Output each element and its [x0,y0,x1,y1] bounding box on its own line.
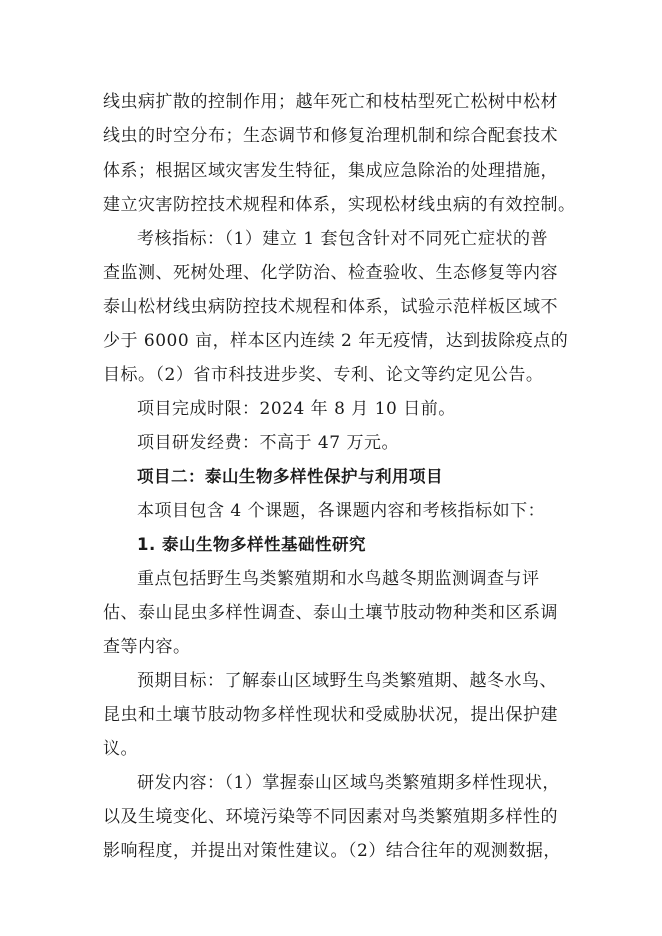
text-line: 本项目包含 4 个课题，各课题内容和考核指标如下： [137,501,546,521]
completion-deadline: 项目完成时限：2024 年 8 月 10 日前。 [137,399,456,419]
text-line: 研发内容：（1）掌握泰山区域鸟类繁殖期多样性现状， [137,773,560,793]
funding-limit: 项目研发经费：不高于 47 万元。 [137,433,399,453]
text-line: 泰山松材线虫病防控技术规程和体系，试验示范样板区域不 [103,297,558,317]
text-line: 估、泰山昆虫多样性调查、泰山土壤节肢动物种类和区系调 [103,603,558,623]
text-line: 线虫的时空分布；生态调节和修复治理机制和综合配套技术 [103,126,558,146]
text-line: 重点包括野生鸟类繁殖期和水鸟越冬期监测调查与评 [137,569,540,589]
text-line: 查监测、死树处理、化学防治、检查验收、生态修复等内容 [103,263,558,283]
text-line: 少于 6000 亩，样本区内连续 2 年无疫情，达到拔除疫点的 [103,331,569,351]
text-line: 影响程度，并提出对策性建议。（2）结合往年的观测数据， [103,841,561,861]
text-line: 线虫病扩散的控制作用；越年死亡和枝枯型死亡松树中松材 [103,92,558,112]
text-line: 以及生境变化、环境污染等不同因素对鸟类繁殖期多样性的 [103,807,558,827]
text-line: 目标。（2）省市科技进步奖、专利、论文等约定见公告。 [103,365,544,385]
text-line: 预期目标：了解泰山区域野生鸟类繁殖期、越冬水鸟、 [137,671,557,691]
text-line: 查等内容。 [103,637,191,657]
project-two-heading: 项目二：泰山生物多样性保护与利用项目 [137,467,443,486]
text-line: 体系；根据区域灾害发生特征，集成应急除治的处理措施， [103,161,558,181]
text-line: 建立灾害防控技术规程和体系，实现松材线虫病的有效控制。 [103,195,576,215]
text-line: 议。 [103,739,138,759]
topic-one-heading: 1. 泰山生物多样性基础性研究 [137,535,366,554]
text-line: 考核指标：（1）建立 1 套包含针对不同死亡症状的普 [137,229,548,249]
text-line: 昆虫和土壤节肢动物多样性现状和受威胁状况，提出保护建 [103,705,558,725]
